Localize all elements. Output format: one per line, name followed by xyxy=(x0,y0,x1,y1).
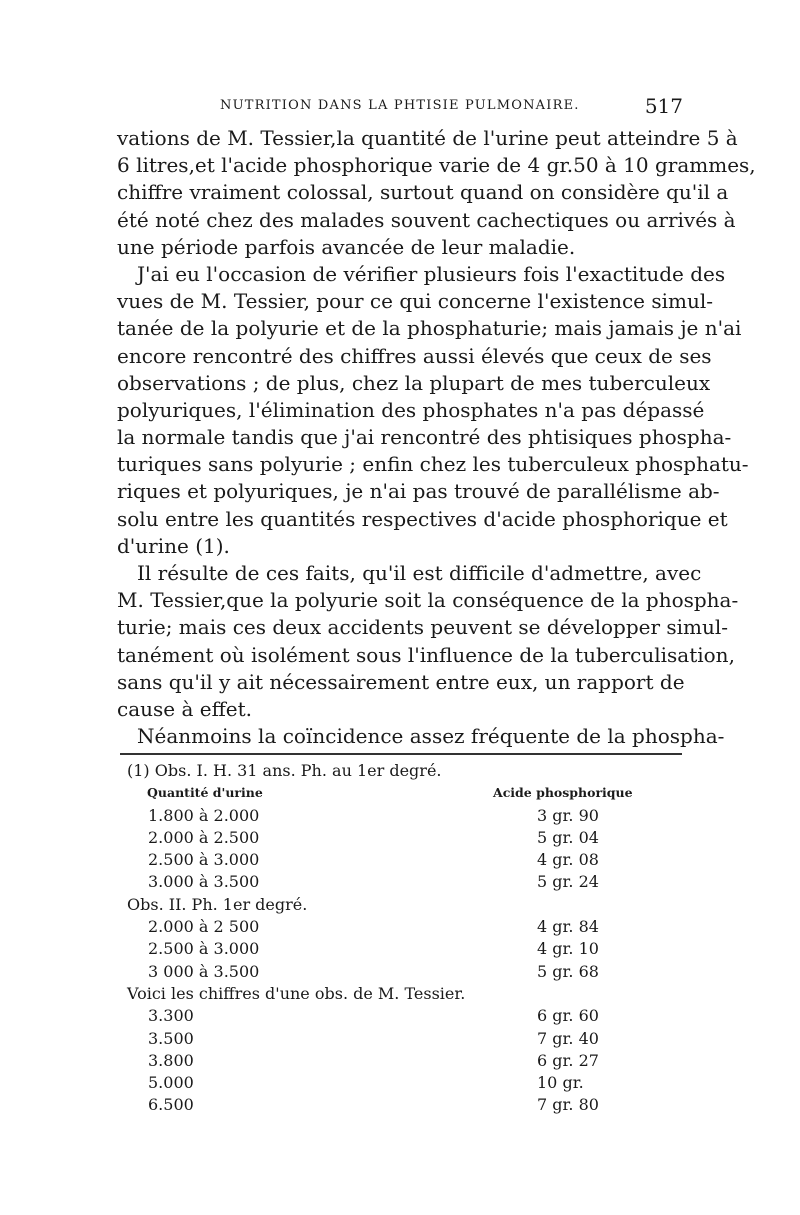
urine-quantity: 2.000 à 2 500 xyxy=(148,917,260,937)
acide-value: 6 gr. 60 xyxy=(537,1006,599,1026)
urine-quantity: 2.500 à 3.000 xyxy=(148,939,260,959)
urine-quantity: 3.800 xyxy=(148,1050,194,1070)
col-header-acide: Acide phosphorique xyxy=(493,785,633,801)
text-line: M. Tessier,que la polyurie soit la conséquence de la phospha- xyxy=(117,588,739,613)
acide-value: 4 gr. 08 xyxy=(537,850,599,870)
text-line: été noté chez des malades souvent cachectiques ou arrivés à xyxy=(117,207,736,232)
tessier-table xyxy=(127,1005,667,1116)
text-line: observations ; de plus, chez la plupart de mes tuberculeux xyxy=(117,370,711,395)
table-row xyxy=(127,871,667,893)
text-line: sans qu'il y ait nécessairement entre eux, un rapport de xyxy=(117,669,685,694)
urine-quantity: 2.500 à 3.000 xyxy=(148,850,260,870)
table-row xyxy=(127,1005,667,1027)
running-title: NUTRITION DANS LA PHTISIE PULMONAIRE. xyxy=(220,98,580,113)
acide-value: 10 gr. xyxy=(537,1073,584,1093)
acide-value: 5 gr. 04 xyxy=(537,827,599,847)
table-row xyxy=(127,827,667,849)
footnote-column-headers xyxy=(127,782,667,804)
acide-value: 3 gr. 90 xyxy=(537,805,599,825)
text-line: cause à effet. xyxy=(117,696,253,721)
text-line: turie; mais ces deux accidents peuvent se développer simul- xyxy=(117,615,729,640)
acide-value: 7 gr. 40 xyxy=(537,1028,599,1048)
page-header xyxy=(117,94,683,120)
urine-quantity: 3.000 à 3.500 xyxy=(148,872,260,892)
footnote-obs2-title: Obs. II. Ph. 1er degré. xyxy=(127,894,308,914)
footnote-divider xyxy=(120,753,682,755)
text-line: Il résulte de ces faits, qu'il est difficile d'admettre, avec xyxy=(137,561,702,585)
text-line: la normale tandis que j'ai rencontré des phtisiques phospha- xyxy=(117,425,732,450)
urine-quantity: 1.800 à 2.000 xyxy=(148,805,260,825)
footnote xyxy=(127,760,667,1117)
urine-quantity: 3 000 à 3.500 xyxy=(148,961,260,981)
text-line: polyuriques, l'élimination des phosphates n'a pas dépassé xyxy=(117,397,705,422)
text-line: d'urine (1). xyxy=(117,533,230,558)
text-line: une période parfois avancée de leur maladie. xyxy=(117,234,576,259)
acide-value: 4 gr. 10 xyxy=(537,939,599,959)
text-line: Néanmoins la coïncidence assez fréquente de la phospha- xyxy=(137,724,725,749)
col-header-urine: Quantité d'urine xyxy=(147,785,263,801)
table-row xyxy=(127,1072,667,1094)
urine-quantity: 6.500 xyxy=(148,1095,194,1115)
table-row xyxy=(127,916,667,938)
text-line: turiques sans polyurie ; enfin chez les tuberculeux phosphatu- xyxy=(117,452,749,477)
urine-quantity: 2.000 à 2.500 xyxy=(148,827,260,847)
footnote-tessier-title: Voici les chiffres d'une obs. de M. Tessier. xyxy=(127,983,466,1003)
table-row xyxy=(127,961,667,983)
text-line: vues de M. Tessier, pour ce qui concerne l'existence simul- xyxy=(117,289,714,314)
acide-value: 5 gr. 24 xyxy=(537,872,599,892)
obs2-table xyxy=(127,916,667,983)
acide-value: 4 gr. 84 xyxy=(537,917,599,937)
body-text xyxy=(117,125,756,750)
acide-value: 6 gr. 27 xyxy=(537,1050,599,1070)
text-line: 6 litres,et l'acide phosphorique varie de 4 gr.50 à 10 grammes, xyxy=(117,153,756,178)
text-line: vations de M. Tessier,la quantité de l'urine peut atteindre 5 à xyxy=(117,126,738,150)
footnote-obs1-title: (1) Obs. I. H. 31 ans. Ph. au 1er degré. xyxy=(127,761,442,780)
text-line: encore rencontré des chiffres aussi élevés que ceux de ses xyxy=(117,343,712,368)
text-line: J'ai eu l'occasion de vérifier plusieurs fois l'exactitude des xyxy=(137,261,726,286)
page-number: 517 xyxy=(644,94,683,118)
text-line: riques et polyuriques, je n'ai pas trouvé de parallélisme ab- xyxy=(117,479,720,504)
table-row xyxy=(127,1094,667,1116)
text-line: tanée de la polyurie et de la phosphaturie; mais jamais je n'ai xyxy=(117,316,742,341)
table-row xyxy=(127,938,667,960)
table-row xyxy=(127,805,667,827)
urine-quantity: 5.000 xyxy=(148,1073,194,1093)
urine-quantity: 3.300 xyxy=(148,1006,194,1026)
text-line: solu entre les quantités respectives d'acide phosphorique et xyxy=(117,506,728,531)
text-line: tanément où isolément sous l'influence de la tuberculisation, xyxy=(117,642,735,667)
acide-value: 7 gr. 80 xyxy=(537,1095,599,1115)
table-row xyxy=(127,1050,667,1072)
obs1-table xyxy=(127,805,667,894)
table-row xyxy=(127,849,667,871)
urine-quantity: 3.500 xyxy=(148,1028,194,1048)
table-row xyxy=(127,1028,667,1050)
acide-value: 5 gr. 68 xyxy=(537,961,599,981)
text-line: chiffre vraiment colossal, surtout quand on considère qu'il a xyxy=(117,180,729,205)
